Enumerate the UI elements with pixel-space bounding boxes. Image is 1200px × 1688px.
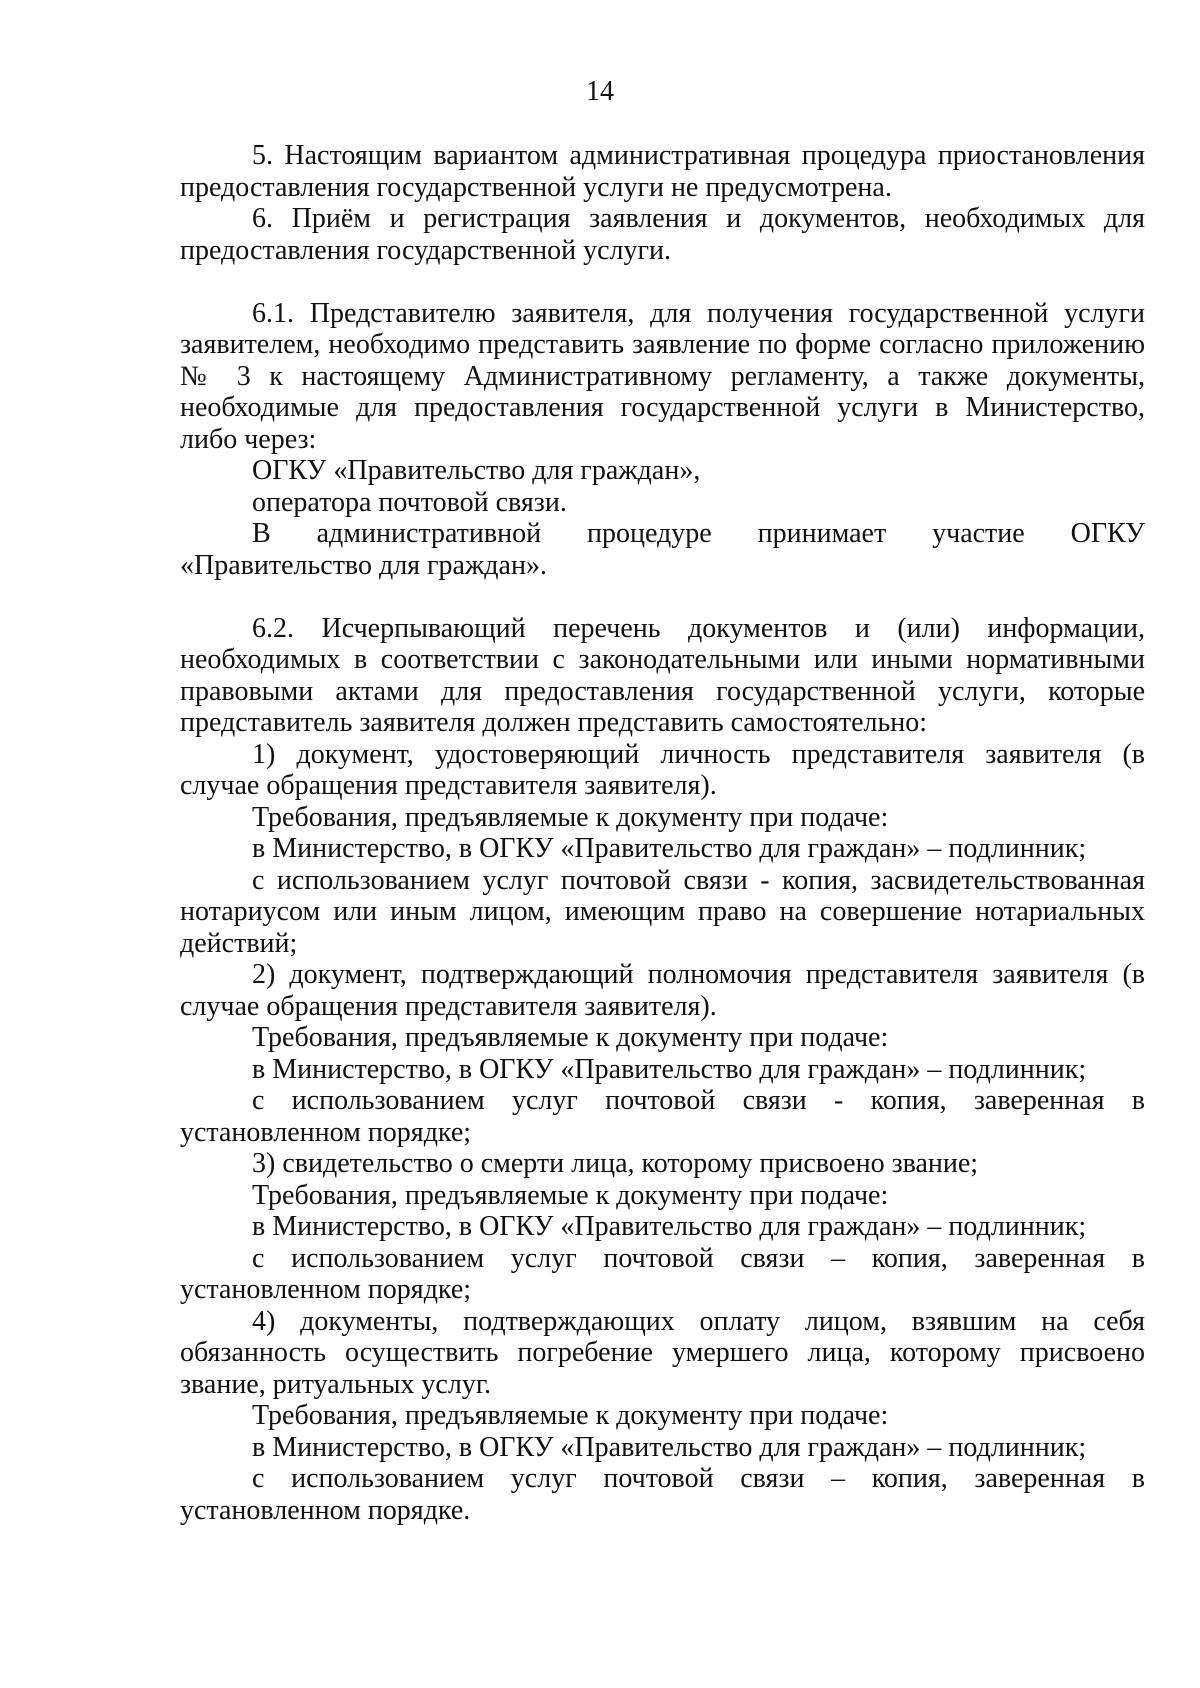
requirement-original: в Министерство, в ОГКУ «Правительство для граждан» – подлинник; <box>252 1211 1087 1242</box>
list-item-4: 4) документы, подтверждающих оплату лицом, взявшим на себя обязанность осуществить погребение умершего лица, которому присвоено звание, ритуальных услуг. <box>180 1305 1145 1400</box>
paragraph-6-1-option-ogku: ОГКУ «Правительство для граждан», <box>252 455 701 486</box>
document-body <box>180 140 1145 1526</box>
requirements-heading: Требования, предъявляемые к документу при подаче: <box>252 1179 889 1211</box>
paragraph-5: 5. Настоящим вариантом административная процедура приостановления предоставления государственной услуги не предусмотрена. <box>180 140 1145 203</box>
requirements-heading: Требования, предъявляемые к документу при подаче: <box>252 801 889 833</box>
page-number: 14 <box>586 76 614 107</box>
paragraph-6-2: 6.2. Исчерпывающий перечень документов и (или) информации, необходимых в соответствии с законодательными или иными нормативными правовыми актами для предоставления государственной услуги, которые представитель заявителя должен представить самостоятельно: <box>180 612 1145 738</box>
requirements-heading: Требования, предъявляемые к документу при подаче: <box>252 1400 889 1431</box>
requirement-postal: с использованием услуг почтовой связи - копия, заверенная в установленном порядке; <box>180 1085 1145 1148</box>
requirement-postal: с использованием услуг почтовой связи - копия, засвидетельствованная нотариусом или иным лицом, имеющим право на совершение нотариальных действий; <box>180 864 1145 959</box>
paragraph-6-1: 6.1. Представителю заявителя, для получения государственной услуги заявителем, необходимо представить заявление по форме согласно приложению № 3 к настоящему Административному регламенту, а также документы, необходимые для предоставления государственной услуги в Министерство, либо через: <box>180 297 1145 455</box>
paragraph-6-1-option-post: оператора почтовой связи. <box>252 486 567 518</box>
paragraph-6: 6. Приём и регистрация заявления и документов, необходимых для предоставления государственной услуги. <box>180 203 1145 266</box>
requirement-original: в Министерство, в ОГКУ «Правительство для граждан» – подлинник; <box>252 1053 1087 1085</box>
requirement-original: в Министерство, в ОГКУ «Правительство для граждан» – подлинник; <box>252 1431 1087 1463</box>
paragraph-6-1-participant: В административной процедуре принимает участие ОГКУ «Правительство для граждан». <box>180 518 1145 581</box>
requirement-postal: с использованием услуг почтовой связи – копия, заверенная в установленном порядке. <box>180 1463 1145 1526</box>
requirements-heading: Требования, предъявляемые к документу при подаче: <box>252 1022 889 1053</box>
list-item-3: 3) свидетельство о смерти лица, которому присвоено звание; <box>252 1148 979 1179</box>
list-item-2: 2) документ, подтверждающий полномочия представителя заявителя (в случае обращения представителя заявителя). <box>180 959 1145 1022</box>
list-item-1: 1) документ, удостоверяющий личность представителя заявителя (в случае обращения представителя заявителя). <box>180 738 1145 801</box>
requirement-postal: с использованием услуг почтовой связи – копия, заверенная в установленном порядке; <box>180 1242 1145 1305</box>
requirement-original: в Министерство, в ОГКУ «Правительство для граждан» – подлинник; <box>252 833 1087 864</box>
